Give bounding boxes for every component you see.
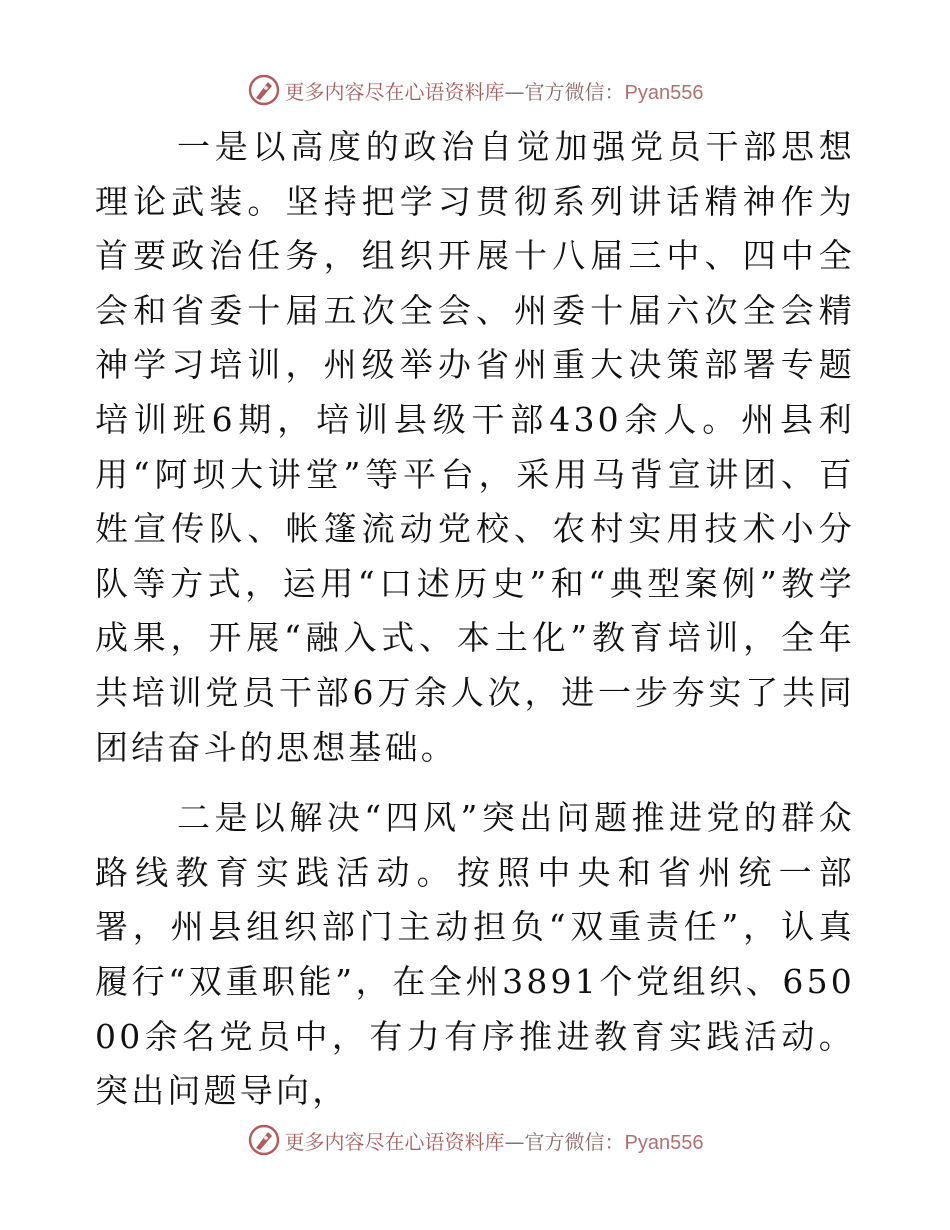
watermark-site-text: 更多内容尽在心语资料库 [284,79,505,104]
body-text [95,120,855,1119]
paragraph-1: 一是以高度的政治自觉加强党员干部思想理论武装。坚持把学习贯彻系列讲话精神作为首要政治任务，组织开展十八届三中、四中全会和省委十届五次全会、州委十届六次全会精神学习培训，州级举办省州重大决策部署专题培训班6期，培训县级干部430余人。州县利用“阿坝大讲堂”等平台，采用马背宣讲团、百姓宣传队、帐篷流动党校、农村实用技术小分队等方式，运用“口述历史”和“典型案例”教学成果，开展“融入式、本土化”教育培训，全年共培训党员干部6万余人次，进一步夯实了共同团结奋斗的思想基础。 [95,127,855,767]
pen-nib-circle-icon [247,1123,281,1157]
pen-nib-circle-icon [247,73,281,107]
watermark-site-text: 更多内容尽在心语资料库 [284,1129,505,1154]
paragraph-2: 二是以解决“四风”突出问题推进党的群众路线教育实践活动。按照中央和省州统一部署，州县组织部门主动担负“双重责任”，认真履行“双重职能”，在全州3891个党组织、65000余名党员中，有力有序推进教育实践活动。突出问题导向， [95,798,855,1111]
watermark-footer [0,1120,950,1160]
watermark-wechat-label: 官方微信： [524,1129,625,1154]
watermark-wechat-label: 官方微信： [524,79,625,104]
watermark-dash: — [504,1129,525,1154]
watermark-handle: Pyan556 [624,1131,704,1154]
watermark-dash: — [504,79,525,104]
watermark-text [285,1126,704,1155]
watermark-handle: Pyan556 [624,81,704,104]
watermark-header [0,70,950,110]
watermark-text [285,76,704,105]
